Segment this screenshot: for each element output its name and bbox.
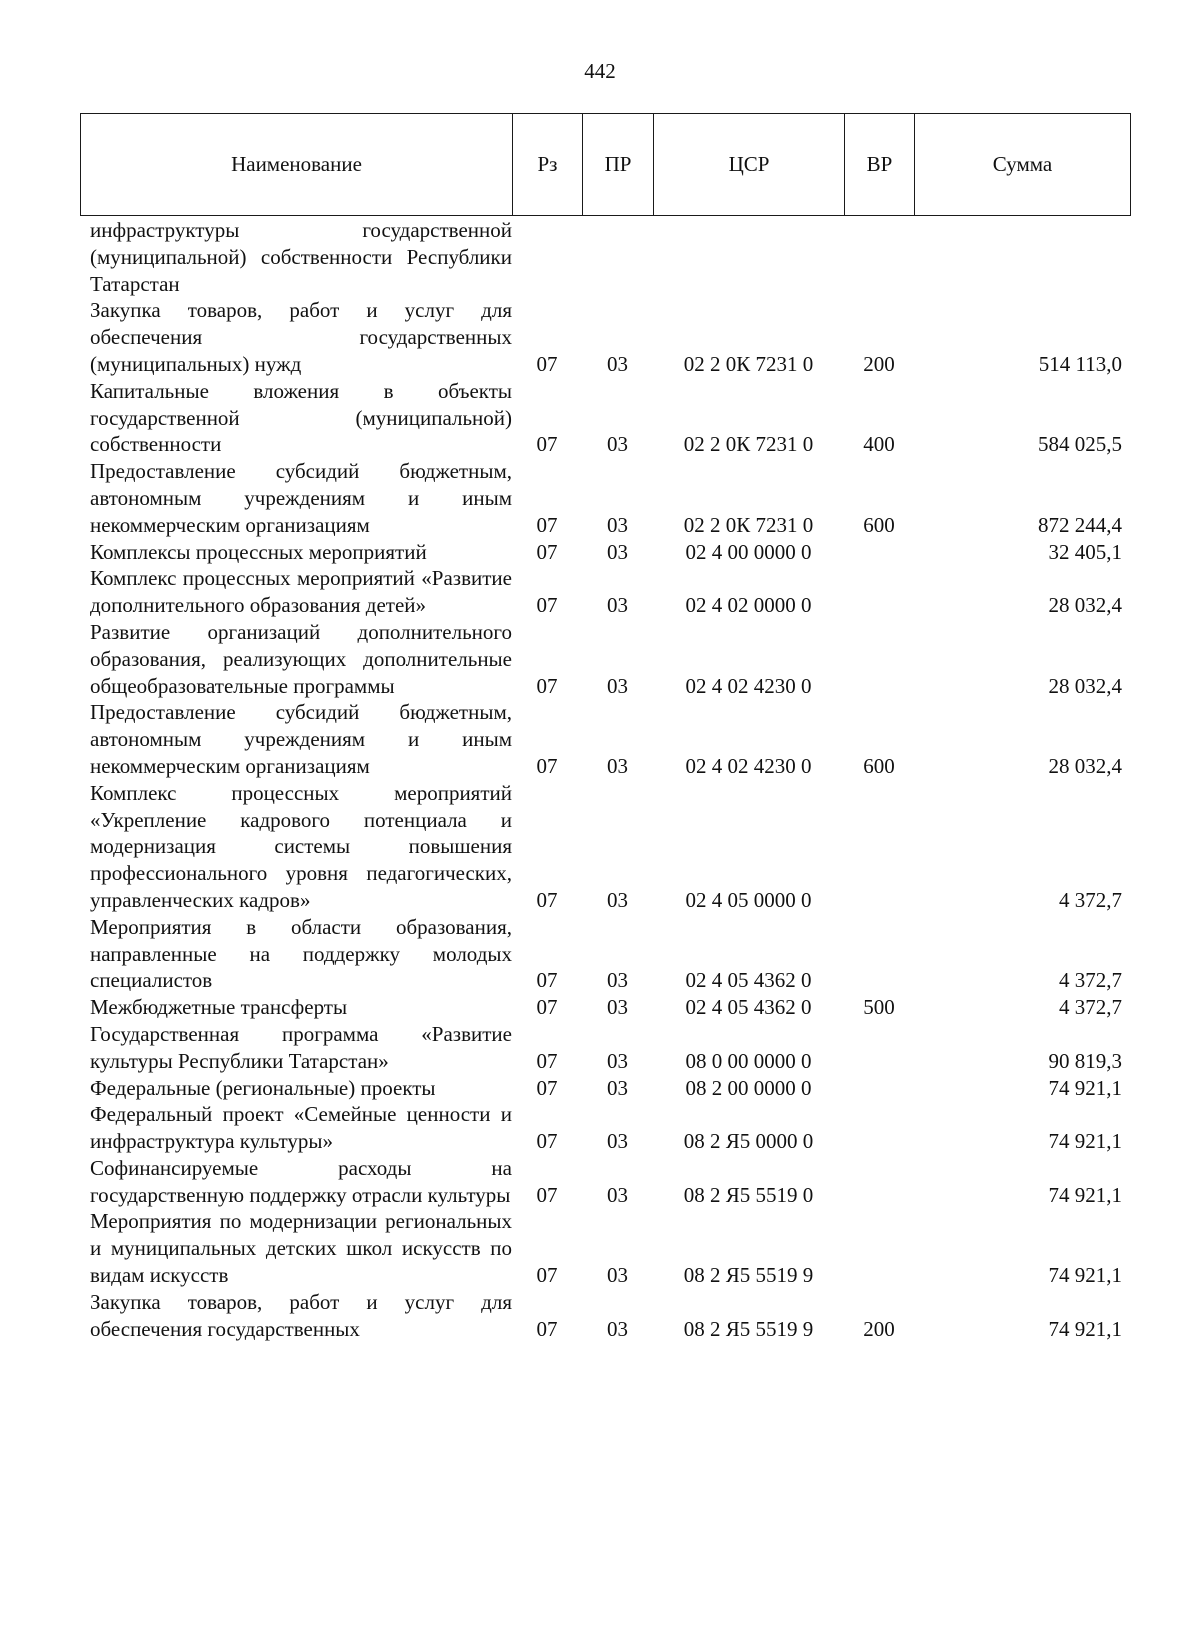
row-csr: 02 2 0К 7231 0	[683, 351, 814, 376]
row-name: Предоставление субсидий бюджетным, автономным учреждениям и иным некоммерческим организациям	[90, 459, 512, 537]
row-csr: 02 4 02 4230 0	[685, 753, 812, 778]
row-rz: 07	[536, 1316, 558, 1341]
row-csr: 02 4 05 4362 0	[685, 968, 812, 993]
row-pr: 03	[607, 887, 628, 912]
table-row	[80, 619, 1130, 699]
table-row	[80, 458, 1130, 538]
table-header	[80, 113, 1131, 216]
row-rz: 07	[536, 351, 558, 376]
row-sum: 28 032,4	[1048, 673, 1122, 698]
row-pr: 03	[607, 995, 628, 1020]
row-rz: 07	[536, 512, 558, 537]
row-pr: 03	[607, 1182, 628, 1207]
row-pr: 03	[607, 1263, 628, 1288]
row-name: Мероприятия в области образования, направленные на поддержку молодых специалистов	[90, 914, 512, 993]
row-name: Закупка товаров, работ и услуг для обеспечения государственных (муниципальных) нужд	[90, 298, 512, 376]
table-row	[80, 539, 1130, 566]
row-sum: 74 921,1	[1048, 1075, 1122, 1100]
column-header-sum: Сумма	[915, 114, 1131, 216]
row-pr: 03	[607, 968, 628, 993]
row-pr: 03	[607, 351, 628, 376]
table-row	[80, 1021, 1130, 1075]
row-csr: 02 4 05 4362 0	[685, 995, 812, 1020]
row-sum: 74 921,1	[1048, 1129, 1122, 1154]
table-row	[80, 378, 1130, 458]
row-name: Комплекс процессных мероприятий «Развитие дополнительного образования детей»	[90, 566, 512, 618]
row-csr: 08 2 00 0000 0	[685, 1075, 812, 1100]
row-name: инфраструктуры государственной (муниципальной) собственности Республики Татарстан	[90, 218, 512, 296]
row-sum: 4 372,7	[1059, 887, 1122, 912]
row-name: Федеральный проект «Семейные ценности и инфраструктура культуры»	[90, 1102, 512, 1154]
column-header-name: Наименование	[81, 114, 513, 216]
row-sum: 74 921,1	[1048, 1263, 1122, 1288]
row-csr: 02 2 0К 7231 0	[683, 432, 814, 457]
row-name: Предоставление субсидий бюджетным, автономным учреждениям и иным некоммерческим организациям	[90, 700, 512, 778]
row-sum: 4 372,7	[1059, 995, 1122, 1020]
row-name: Комплекс процессных мероприятий «Укрепление кадрового потенциала и модернизация системы повышения профессионального уровня педагогических, управленческих кадров»	[90, 780, 512, 912]
row-rz: 07	[536, 1263, 558, 1288]
row-csr: 02 4 00 0000 0	[685, 539, 812, 564]
row-rz: 07	[536, 593, 558, 618]
table-body	[80, 217, 1130, 1342]
row-pr: 03	[607, 1048, 628, 1073]
table-row	[80, 217, 1130, 297]
table-row	[80, 297, 1130, 377]
row-name: Развитие организаций дополнительного образования, реализующих дополнительные общеобразовательные программы	[90, 619, 512, 698]
row-vr: 600	[863, 753, 895, 778]
row-sum: 584 025,5	[1038, 432, 1122, 457]
row-name: Софинансируемые расходы на государственную поддержку отрасли культуры	[90, 1155, 512, 1207]
row-csr: 08 2 Я5 5519 9	[683, 1316, 814, 1341]
table-row	[80, 565, 1130, 619]
row-pr: 03	[607, 1075, 628, 1100]
row-name: Комплексы процессных мероприятий	[90, 539, 427, 564]
table-row	[80, 780, 1130, 914]
row-sum: 32 405,1	[1048, 539, 1122, 564]
row-pr: 03	[607, 593, 628, 618]
row-pr: 03	[607, 1129, 628, 1154]
row-sum: 74 921,1	[1048, 1182, 1122, 1207]
row-vr: 400	[863, 432, 895, 457]
row-sum: 74 921,1	[1048, 1316, 1122, 1341]
row-rz: 07	[536, 1075, 558, 1100]
row-vr: 500	[863, 995, 895, 1020]
row-rz: 07	[536, 1182, 558, 1207]
row-name: Закупка товаров, работ и услуг для обеспечения государственных	[90, 1289, 512, 1341]
row-pr: 03	[607, 673, 628, 698]
column-header-pr: ПР	[583, 114, 654, 216]
table-row	[80, 914, 1130, 994]
row-rz: 07	[536, 968, 558, 993]
table-row	[80, 699, 1130, 779]
row-sum: 28 032,4	[1048, 593, 1122, 618]
row-vr: 600	[863, 512, 895, 537]
row-csr: 08 2 Я5 5519 9	[683, 1263, 814, 1288]
row-sum: 4 372,7	[1059, 968, 1122, 993]
row-rz: 07	[536, 1048, 558, 1073]
row-csr: 02 4 05 0000 0	[685, 887, 812, 912]
table-row	[80, 1289, 1130, 1343]
row-name: Федеральные (региональные) проекты	[90, 1075, 436, 1100]
table-row	[80, 1101, 1130, 1155]
table-row	[80, 1208, 1130, 1288]
column-header-rz: Рз	[513, 114, 583, 216]
row-pr: 03	[607, 1316, 628, 1341]
row-pr: 03	[607, 432, 628, 457]
row-name: Мероприятия по модернизации региональных и муниципальных детских школ искусств по видам искусств	[90, 1209, 512, 1288]
row-vr: 200	[863, 351, 895, 376]
row-csr: 08 2 Я5 5519 0	[683, 1182, 814, 1207]
table-row	[80, 1155, 1130, 1209]
row-csr: 08 0 00 0000 0	[685, 1048, 812, 1073]
row-vr: 200	[863, 1316, 895, 1341]
row-pr: 03	[607, 512, 628, 537]
row-rz: 07	[536, 753, 558, 778]
column-header-vr: ВР	[845, 114, 915, 216]
column-header-csr: ЦСР	[654, 114, 845, 216]
table-row	[80, 1075, 1130, 1102]
page-number: 442	[584, 59, 616, 83]
row-sum: 28 032,4	[1048, 753, 1122, 778]
row-name: Межбюджетные трансферты	[90, 995, 348, 1020]
row-rz: 07	[536, 432, 558, 457]
row-sum: 872 244,4	[1038, 512, 1122, 537]
row-csr: 02 4 02 4230 0	[685, 673, 812, 698]
row-rz: 07	[536, 539, 558, 564]
row-sum: 90 819,3	[1048, 1048, 1122, 1073]
row-csr: 02 2 0К 7231 0	[683, 512, 814, 537]
row-csr: 08 2 Я5 0000 0	[683, 1129, 814, 1154]
row-pr: 03	[607, 753, 628, 778]
row-name: Капитальные вложения в объекты государственной (муниципальной) собственности	[90, 378, 512, 457]
row-csr: 02 4 02 0000 0	[685, 593, 812, 618]
row-name: Государственная программа «Развитие культуры Республики Татарстан»	[90, 1021, 512, 1073]
row-rz: 07	[536, 887, 558, 912]
table-row	[80, 994, 1130, 1021]
row-pr: 03	[607, 539, 628, 564]
row-rz: 07	[536, 995, 558, 1020]
row-sum: 514 113,0	[1038, 351, 1122, 376]
row-rz: 07	[536, 673, 558, 698]
row-rz: 07	[536, 1129, 558, 1154]
